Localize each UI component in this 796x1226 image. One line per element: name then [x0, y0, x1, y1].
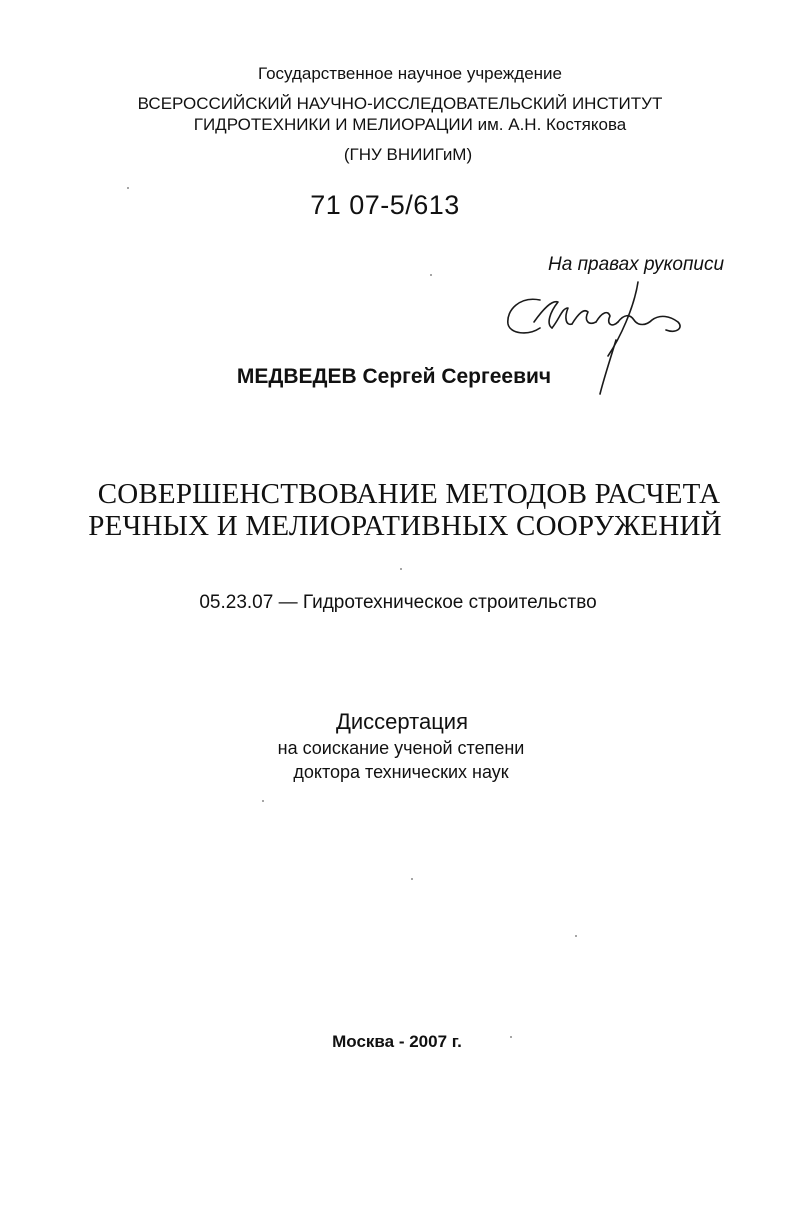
scan-speck — [430, 274, 432, 276]
dissertation-title-line1: СОВЕРШЕНСТВОВАНИЕ МЕТОДОВ РАСЧЕТА — [97, 478, 721, 510]
manuscript-rights-note: На правах рукописи — [548, 254, 725, 275]
degree-line1: на соискание ученой степени — [277, 738, 525, 758]
scan-speck — [262, 800, 264, 802]
scan-speck — [127, 187, 129, 189]
scan-speck — [575, 935, 577, 937]
author-name: МЕДВЕДЕВ Сергей Сергеевич — [236, 365, 552, 388]
scan-speck — [510, 1036, 512, 1038]
degree-line2: доктора технических наук — [293, 762, 509, 782]
document-type: Диссертация — [335, 709, 469, 734]
scan-speck — [400, 568, 402, 570]
institute-name-line1: ВСЕРОССИЙСКИЙ НАУЧНО-ИССЛЕДОВАТЕЛЬСКИЙ ИНСТИТУТ — [137, 94, 663, 113]
place-and-year: Москва - 2007 г. — [332, 1032, 462, 1051]
organization-label: Государственное научное учреждение — [258, 64, 562, 83]
document-code: 71 07-5/613 — [310, 190, 460, 220]
dissertation-title-line2: РЕЧНЫХ И МЕЛИОРАТИВНЫХ СООРУЖЕНИЙ — [88, 510, 722, 542]
scan-speck — [411, 878, 413, 880]
specialty-code: 05.23.07 — Гидротехническое строительство — [199, 592, 597, 613]
institute-abbreviation: (ГНУ ВНИИГиМ) — [343, 145, 473, 164]
institute-name-line2: ГИДРОТЕХНИКИ И МЕЛИОРАЦИИ им. А.Н. Костякова — [193, 115, 627, 134]
